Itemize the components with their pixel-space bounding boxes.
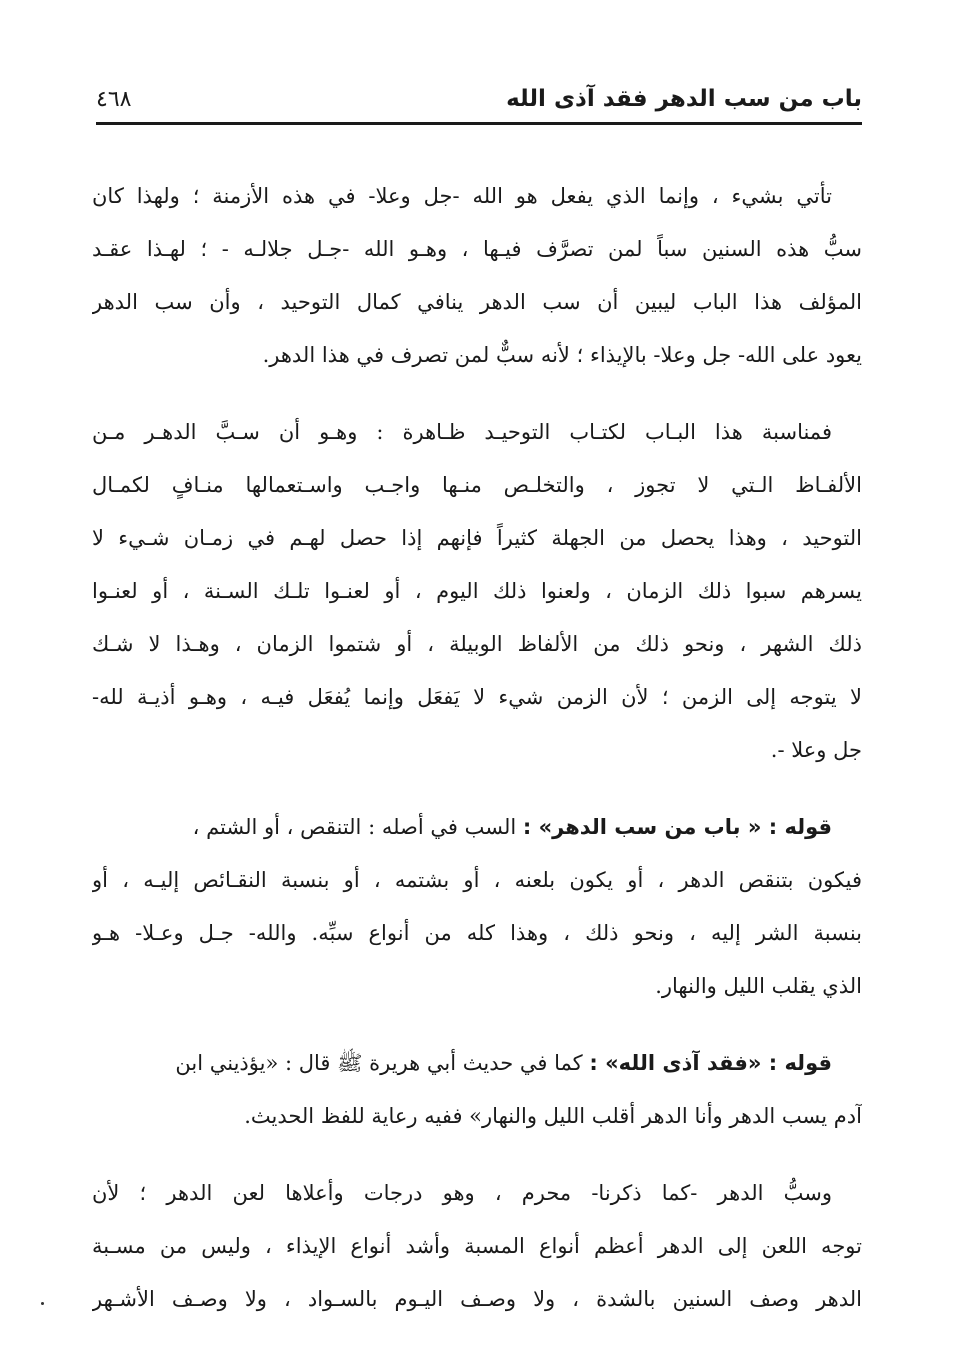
paragraph-4 — [92, 1037, 862, 1143]
text-line: فيكون بتنقص الدهر ، أو يكون بلعنه ، أو بشتمه ، أو بنسبة النقـائص إليـه ، أو — [92, 868, 862, 892]
page-header — [96, 78, 862, 125]
text-line: جل وعلا -. — [770, 738, 862, 762]
text-line: فمناسبة هذا البـاب لكتـاب التوحيـد ظـاهرة : وهـو أن سـبَّ الدهـر مـن — [92, 420, 832, 444]
quote-lead: قوله : « باب من سب الدهر» : — [522, 815, 832, 839]
text-line: سبُّ هذه السنين سباً لمن تصرَّف فيـها ، وهـو الله -جـل جلالـه - ؛ لهـذا عقـد — [92, 237, 862, 261]
text-line: توجه اللعن إلى الدهر أعظم أنواع المسبة وأشد أنواع الإيذاء ، وليس من مسـبة — [92, 1234, 862, 1258]
text-line: الذي يقلب الليل والنهار. — [655, 974, 862, 998]
text-line: يسرهم سبوا ذلك الزمان ، ولعنوا ذلك اليوم ، أو لعنـوا تلـك السـنة ، أو لعنـوا — [92, 579, 862, 603]
scan-speck — [41, 1302, 44, 1305]
text-line: الدهر وصف السنين بالشدة ، ولا وصـف اليـوم بالسـواد ، ولا وصـف الأشـهر — [92, 1287, 862, 1311]
text-line: آدم يسب الدهر وأنا الدهر أقلب الليل والنهار» ففيه رعاية للفظ الحديث. — [244, 1104, 862, 1128]
paragraph-2 — [92, 406, 862, 777]
text-line: يعود على الله- جل وعلا- بالإيذاء ؛ لأنه سبٌّ لمن تصرف في هذا الدهر. — [262, 343, 862, 367]
text-run: السب في أصله : التنقص ، أو الشتم ، — [192, 815, 523, 839]
text-line: الألفـاظ الـتي لا تجوز ، والتخلـص منـها واجـب واسـتعمالها منـافٍ لكمـال — [92, 473, 862, 497]
text-line: المؤلف هذا الباب ليبين أن سب الدهر ينافي كمال التوحيد ، وأن سب الدهر — [92, 290, 862, 314]
paragraph-5 — [92, 1167, 862, 1326]
text-line: وسبُّ الدهر -كما ذكرنا- محرم ، وهو درجات وأعلاها لعن الدهر ؛ لأن — [92, 1181, 832, 1205]
chapter-title: باب من سب الدهر فقد آذى الله — [506, 86, 862, 112]
quote-lead: قوله : «فقد آذى الله» : — [589, 1051, 832, 1075]
text-line: ذلك الشهر ، ونحو ذلك من الألفاظ الوبيلة ، أو شتموا الزمان ، وهـذا لا شـك — [92, 632, 862, 656]
text-line: لا يتوجه إلى الزمن ؛ لأن الزمن شيء لا يَفعَل وإنما يُفعَل فيـه ، وهـو أذيـة لله- — [92, 685, 862, 709]
paragraph-3 — [92, 801, 862, 1013]
page-number: ٤٦٨ — [96, 87, 132, 112]
text-line — [92, 801, 862, 854]
text-line: بنسبة الشر إليه ، ونحو ذلك ، وهذا كله من أنواع سبِّه. والله- جـل وعـلا- هـو — [92, 921, 862, 945]
page-body — [92, 170, 862, 1350]
text-run: كما في حديث أبي هريرة ﷺ قال : «يؤذيني ابن — [175, 1051, 590, 1075]
text-line — [92, 1037, 862, 1090]
text-line: تأتي بشيء ، وإنما الذي يفعل هو الله -جل وعلا- في هذه الأزمنة ؛ ولهذا كان — [92, 184, 832, 208]
paragraph-1 — [92, 170, 862, 382]
text-line: التوحيد ، وهذا يحصل من الجهلة كثيراً فإنهم إذا حصل لهـم في زمـان شـيء لا — [92, 526, 862, 550]
